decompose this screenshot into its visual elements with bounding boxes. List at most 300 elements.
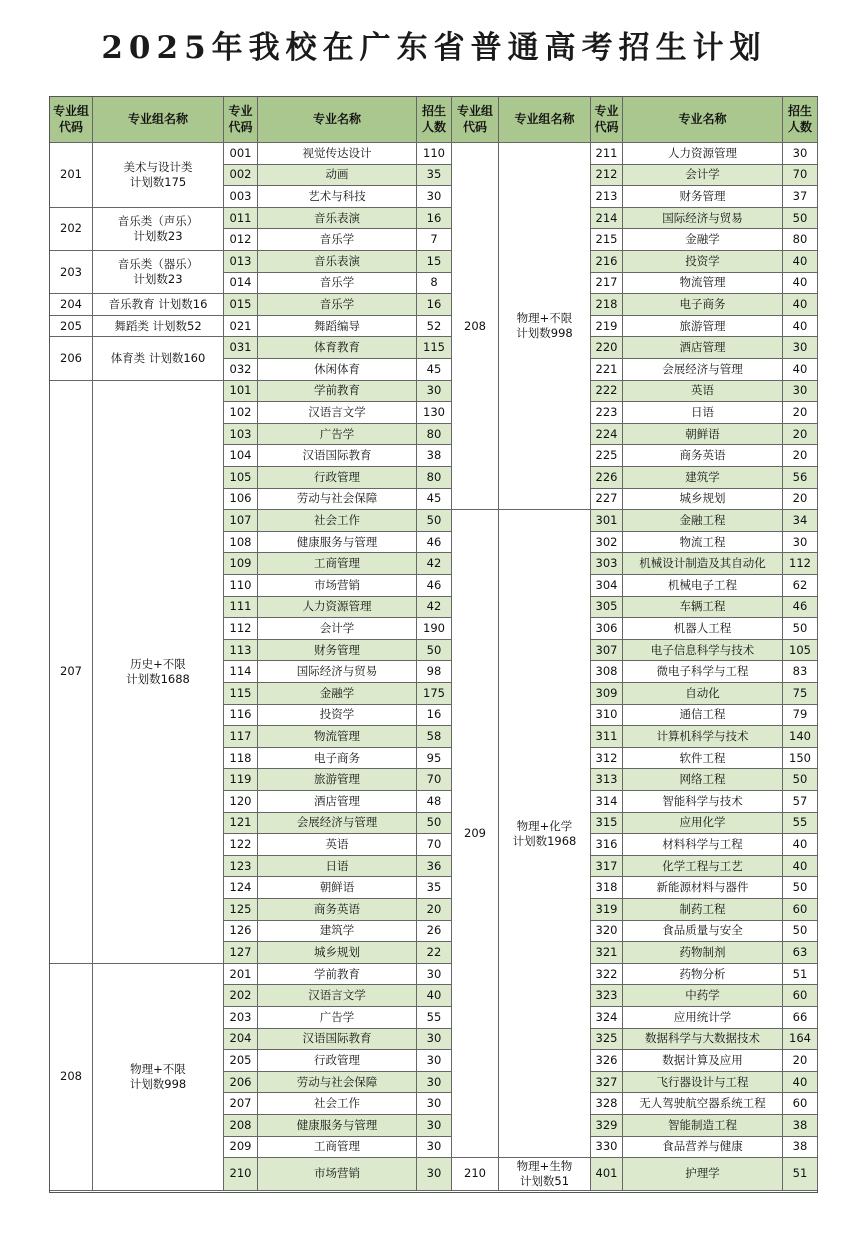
major-code: 309 [591,683,623,705]
major-code: 220 [591,337,623,359]
major-code: 221 [591,359,623,381]
enrollment-count: 52 [417,316,452,338]
group-code: 209 [452,510,499,1158]
major-code: 224 [591,424,623,446]
major-code: 316 [591,834,623,856]
enrollment-count: 30 [417,381,452,403]
major-name: 城乡规划 [623,489,783,511]
enrollment-count: 30 [783,337,818,359]
enrollment-count: 30 [417,964,452,986]
group-code: 208 [50,964,93,1191]
major-name: 行政管理 [258,1050,417,1072]
major-name: 工商管理 [258,553,417,575]
major-code: 106 [224,489,258,511]
major-name: 会计学 [258,618,417,640]
enrollment-count: 48 [417,791,452,813]
enrollment-count: 30 [417,1093,452,1115]
major-name: 自动化 [623,683,783,705]
major-name: 社会工作 [258,510,417,532]
enrollment-count: 80 [417,467,452,489]
enrollment-count: 16 [417,705,452,727]
enrollment-count: 60 [783,899,818,921]
enrollment-count: 30 [783,532,818,554]
enrollment-count: 190 [417,618,452,640]
major-name: 健康服务与管理 [258,532,417,554]
enrollment-count: 30 [783,381,818,403]
enrollment-count: 45 [417,359,452,381]
group-code: 206 [50,337,93,380]
major-code: 210 [224,1158,258,1190]
major-code: 401 [591,1158,623,1190]
major-code: 123 [224,856,258,878]
major-code: 214 [591,208,623,230]
major-code: 201 [224,964,258,986]
major-name: 应用统计学 [623,1007,783,1029]
major-name: 艺术与科技 [258,186,417,208]
major-name: 人力资源管理 [258,597,417,619]
major-name: 投资学 [258,705,417,727]
major-code: 307 [591,640,623,662]
major-code: 207 [224,1093,258,1115]
major-name: 国际经济与贸易 [623,208,783,230]
major-name: 机械设计制造及其自动化 [623,553,783,575]
major-name: 智能科学与技术 [623,791,783,813]
major-code: 122 [224,834,258,856]
major-code: 301 [591,510,623,532]
major-code: 209 [224,1137,258,1159]
major-code: 227 [591,489,623,511]
enrollment-count: 40 [783,294,818,316]
major-name: 智能制造工程 [623,1115,783,1137]
major-code: 223 [591,402,623,424]
enrollment-count: 40 [783,273,818,295]
enrollment-count: 51 [783,964,818,986]
major-code: 021 [224,316,258,338]
major-code: 308 [591,661,623,683]
major-name: 行政管理 [258,467,417,489]
enrollment-count: 57 [783,791,818,813]
major-code: 125 [224,899,258,921]
header-group-name: 专业组名称 [499,97,591,143]
major-code: 031 [224,337,258,359]
major-name: 电子信息科学与技术 [623,640,783,662]
major-code: 313 [591,769,623,791]
major-code: 323 [591,985,623,1007]
major-name: 国际经济与贸易 [258,661,417,683]
enrollment-count: 26 [417,921,452,943]
header-group-name: 专业组名称 [93,97,224,143]
major-name: 汉语国际教育 [258,1029,417,1051]
major-code: 014 [224,273,258,295]
enrollment-count: 20 [417,899,452,921]
major-name: 物流管理 [258,726,417,748]
enrollment-count: 46 [417,532,452,554]
major-code: 118 [224,748,258,770]
enrollment-count: 7 [417,229,452,251]
enrollment-count: 30 [417,186,452,208]
enrollment-count: 40 [783,834,818,856]
enrollment-count: 58 [417,726,452,748]
major-name: 旅游管理 [623,316,783,338]
major-name: 英语 [258,834,417,856]
major-code: 212 [591,165,623,187]
major-name: 英语 [623,381,783,403]
enrollment-count: 40 [783,1072,818,1094]
major-code: 003 [224,186,258,208]
group-name: 物理+生物 计划数51 [499,1158,591,1190]
major-name: 日语 [623,402,783,424]
major-name: 视觉传达设计 [258,143,417,165]
enrollment-count: 75 [783,683,818,705]
major-code: 126 [224,921,258,943]
group-name: 音乐教育 计划数16 [93,294,224,316]
major-name: 护理学 [623,1158,783,1190]
major-name: 化学工程与工艺 [623,856,783,878]
enrollment-count: 50 [783,618,818,640]
major-code: 218 [591,294,623,316]
major-name: 工商管理 [258,1137,417,1159]
major-name: 音乐学 [258,294,417,316]
group-name: 舞蹈类 计划数52 [93,316,224,338]
enrollment-count: 60 [783,1093,818,1115]
header-count: 招生 人数 [417,97,452,143]
major-code: 013 [224,251,258,273]
major-code: 312 [591,748,623,770]
major-code: 317 [591,856,623,878]
major-code: 217 [591,273,623,295]
major-code: 001 [224,143,258,165]
major-name: 微电子科学与工程 [623,661,783,683]
enrollment-count: 15 [417,251,452,273]
major-code: 202 [224,985,258,1007]
major-code: 216 [591,251,623,273]
enrollment-count: 55 [417,1007,452,1029]
major-name: 网络工程 [623,769,783,791]
enrollment-count: 38 [417,445,452,467]
major-code: 306 [591,618,623,640]
enrollment-count: 16 [417,208,452,230]
major-name: 人力资源管理 [623,143,783,165]
major-code: 108 [224,532,258,554]
major-code: 310 [591,705,623,727]
major-code: 011 [224,208,258,230]
major-name: 建筑学 [258,921,417,943]
major-code: 329 [591,1115,623,1137]
major-name: 广告学 [258,1007,417,1029]
enrollment-count: 60 [783,985,818,1007]
enrollment-count: 105 [783,640,818,662]
major-name: 音乐表演 [258,251,417,273]
major-code: 303 [591,553,623,575]
group-code: 204 [50,294,93,316]
enrollment-count: 40 [783,251,818,273]
group-code: 205 [50,316,93,338]
group-name: 体育类 计划数160 [93,337,224,380]
group-code: 201 [50,143,93,208]
major-code: 115 [224,683,258,705]
major-code: 117 [224,726,258,748]
major-name: 机械电子工程 [623,575,783,597]
enrollment-count: 30 [417,1115,452,1137]
major-name: 物流管理 [623,273,783,295]
major-name: 会计学 [623,165,783,187]
enrollment-count: 20 [783,445,818,467]
major-name: 汉语言文学 [258,985,417,1007]
major-code: 325 [591,1029,623,1051]
major-name: 金融工程 [623,510,783,532]
enrollment-count: 35 [417,877,452,899]
enrollment-count: 140 [783,726,818,748]
major-code: 105 [224,467,258,489]
major-name: 财务管理 [623,186,783,208]
major-name: 市场营销 [258,1158,417,1190]
major-name: 学前教育 [258,964,417,986]
major-code: 114 [224,661,258,683]
major-code: 103 [224,424,258,446]
major-code: 219 [591,316,623,338]
major-name: 朝鲜语 [258,877,417,899]
major-code: 015 [224,294,258,316]
enrollment-count: 42 [417,553,452,575]
enrollment-count: 37 [783,186,818,208]
major-code: 121 [224,813,258,835]
enrollment-count: 38 [783,1115,818,1137]
major-code: 124 [224,877,258,899]
major-code: 002 [224,165,258,187]
major-name: 药物分析 [623,964,783,986]
major-code: 032 [224,359,258,381]
enrollment-count: 20 [783,424,818,446]
page-title: 2025年我校在广东省普通高考招生计划 [101,30,767,66]
major-name: 药物制剂 [623,942,783,964]
enrollment-count: 175 [417,683,452,705]
major-name: 物流工程 [623,532,783,554]
enrollment-count: 30 [417,1050,452,1072]
major-name: 会展经济与管理 [258,813,417,835]
enrollment-count: 63 [783,942,818,964]
major-name: 飞行器设计与工程 [623,1072,783,1094]
major-name: 建筑学 [623,467,783,489]
major-name: 市场营销 [258,575,417,597]
enrollment-count: 112 [783,553,818,575]
group-name: 物理+不限 计划数998 [93,964,224,1191]
group-name: 历史+不限 计划数1688 [93,381,224,964]
major-code: 327 [591,1072,623,1094]
enrollment-count: 46 [783,597,818,619]
major-name: 社会工作 [258,1093,417,1115]
major-code: 102 [224,402,258,424]
enrollment-count: 34 [783,510,818,532]
group-code: 203 [50,251,93,294]
group-name: 物理+化学 计划数1968 [499,510,591,1158]
major-name: 酒店管理 [623,337,783,359]
major-code: 116 [224,705,258,727]
header-group-code: 专业组 代码 [50,97,93,143]
major-name: 应用化学 [623,813,783,835]
major-name: 休闲体育 [258,359,417,381]
header-major-name: 专业名称 [623,97,783,143]
group-code: 202 [50,208,93,251]
enrollment-count: 30 [417,1137,452,1159]
major-name: 通信工程 [623,705,783,727]
major-name: 材料科学与工程 [623,834,783,856]
major-code: 302 [591,532,623,554]
major-code: 305 [591,597,623,619]
major-code: 211 [591,143,623,165]
enrollment-count: 40 [783,856,818,878]
enrollment-count: 51 [783,1158,818,1190]
enrollment-count: 79 [783,705,818,727]
enrollment-count: 40 [417,985,452,1007]
major-code: 304 [591,575,623,597]
major-name: 电子商务 [258,748,417,770]
major-name: 食品质量与安全 [623,921,783,943]
enrollment-count: 50 [783,877,818,899]
enrollment-count: 62 [783,575,818,597]
major-name: 舞蹈编导 [258,316,417,338]
group-code: 207 [50,381,93,964]
major-code: 203 [224,1007,258,1029]
enrollment-count: 50 [783,769,818,791]
major-code: 314 [591,791,623,813]
group-code: 210 [452,1158,499,1190]
major-name: 食品营养与健康 [623,1137,783,1159]
major-name: 数据科学与大数据技术 [623,1029,783,1051]
major-name: 健康服务与管理 [258,1115,417,1137]
major-code: 215 [591,229,623,251]
major-name: 金融学 [623,229,783,251]
enrollment-count: 70 [417,769,452,791]
enrollment-count: 42 [417,597,452,619]
group-name: 物理+不限 计划数998 [499,143,591,510]
enrollment-count: 40 [783,316,818,338]
major-name: 中药学 [623,985,783,1007]
enrollment-count: 56 [783,467,818,489]
major-code: 322 [591,964,623,986]
major-name: 酒店管理 [258,791,417,813]
enrollment-count: 83 [783,661,818,683]
group-name: 音乐类（器乐） 计划数23 [93,251,224,294]
major-name: 商务英语 [623,445,783,467]
major-name: 无人驾驶航空器系统工程 [623,1093,783,1115]
enrollment-count: 20 [783,1050,818,1072]
major-code: 324 [591,1007,623,1029]
major-code: 225 [591,445,623,467]
major-name: 旅游管理 [258,769,417,791]
major-name: 汉语言文学 [258,402,417,424]
major-name: 朝鲜语 [623,424,783,446]
major-code: 206 [224,1072,258,1094]
enrollment-count: 38 [783,1137,818,1159]
enrollment-count: 20 [783,402,818,424]
major-name: 车辆工程 [623,597,783,619]
enrollment-count: 98 [417,661,452,683]
enrollment-count: 50 [417,510,452,532]
major-name: 动画 [258,165,417,187]
enrollment-count: 30 [783,143,818,165]
major-code: 311 [591,726,623,748]
major-code: 113 [224,640,258,662]
major-code: 320 [591,921,623,943]
major-name: 劳动与社会保障 [258,489,417,511]
enrollment-count: 70 [783,165,818,187]
major-code: 120 [224,791,258,813]
enrollment-count: 46 [417,575,452,597]
major-name: 汉语国际教育 [258,445,417,467]
major-name: 劳动与社会保障 [258,1072,417,1094]
enrollment-count: 30 [417,1158,452,1190]
enrollment-count: 80 [783,229,818,251]
header-group-code: 专业组 代码 [452,97,499,143]
major-code: 208 [224,1115,258,1137]
enrollment-count: 50 [417,640,452,662]
major-code: 119 [224,769,258,791]
enrollment-count: 50 [417,813,452,835]
enrollment-count: 30 [417,1029,452,1051]
enrollment-count: 115 [417,337,452,359]
major-code: 328 [591,1093,623,1115]
major-code: 315 [591,813,623,835]
major-name: 新能源材料与器件 [623,877,783,899]
header-major-name: 专业名称 [258,97,417,143]
enrollment-count: 130 [417,402,452,424]
major-name: 电子商务 [623,294,783,316]
major-code: 107 [224,510,258,532]
group-code: 208 [452,143,499,510]
enrollment-count: 66 [783,1007,818,1029]
header-count: 招生 人数 [783,97,818,143]
major-name: 音乐学 [258,229,417,251]
major-code: 321 [591,942,623,964]
enrollment-count: 164 [783,1029,818,1051]
enrollment-count: 150 [783,748,818,770]
major-name: 体育教育 [258,337,417,359]
header-major-code: 专业 代码 [591,97,623,143]
major-code: 104 [224,445,258,467]
major-code: 226 [591,467,623,489]
enrollment-count: 16 [417,294,452,316]
major-name: 金融学 [258,683,417,705]
enrollment-count: 110 [417,143,452,165]
major-code: 326 [591,1050,623,1072]
major-name: 机器人工程 [623,618,783,640]
major-code: 330 [591,1137,623,1159]
major-code: 222 [591,381,623,403]
major-code: 204 [224,1029,258,1051]
enrollment-count: 95 [417,748,452,770]
major-name: 制药工程 [623,899,783,921]
major-name: 财务管理 [258,640,417,662]
major-code: 213 [591,186,623,208]
major-name: 投资学 [623,251,783,273]
major-code: 319 [591,899,623,921]
enrollment-count: 40 [783,359,818,381]
enrollment-count: 50 [783,921,818,943]
major-name: 广告学 [258,424,417,446]
enrollment-count: 55 [783,813,818,835]
major-code: 110 [224,575,258,597]
major-code: 318 [591,877,623,899]
major-name: 学前教育 [258,381,417,403]
major-name: 音乐学 [258,273,417,295]
major-code: 127 [224,942,258,964]
enrollment-count: 30 [417,1072,452,1094]
major-name: 软件工程 [623,748,783,770]
major-name: 数据计算及应用 [623,1050,783,1072]
enrollment-count: 22 [417,942,452,964]
major-code: 101 [224,381,258,403]
group-name: 美术与设计类 计划数175 [93,143,224,208]
